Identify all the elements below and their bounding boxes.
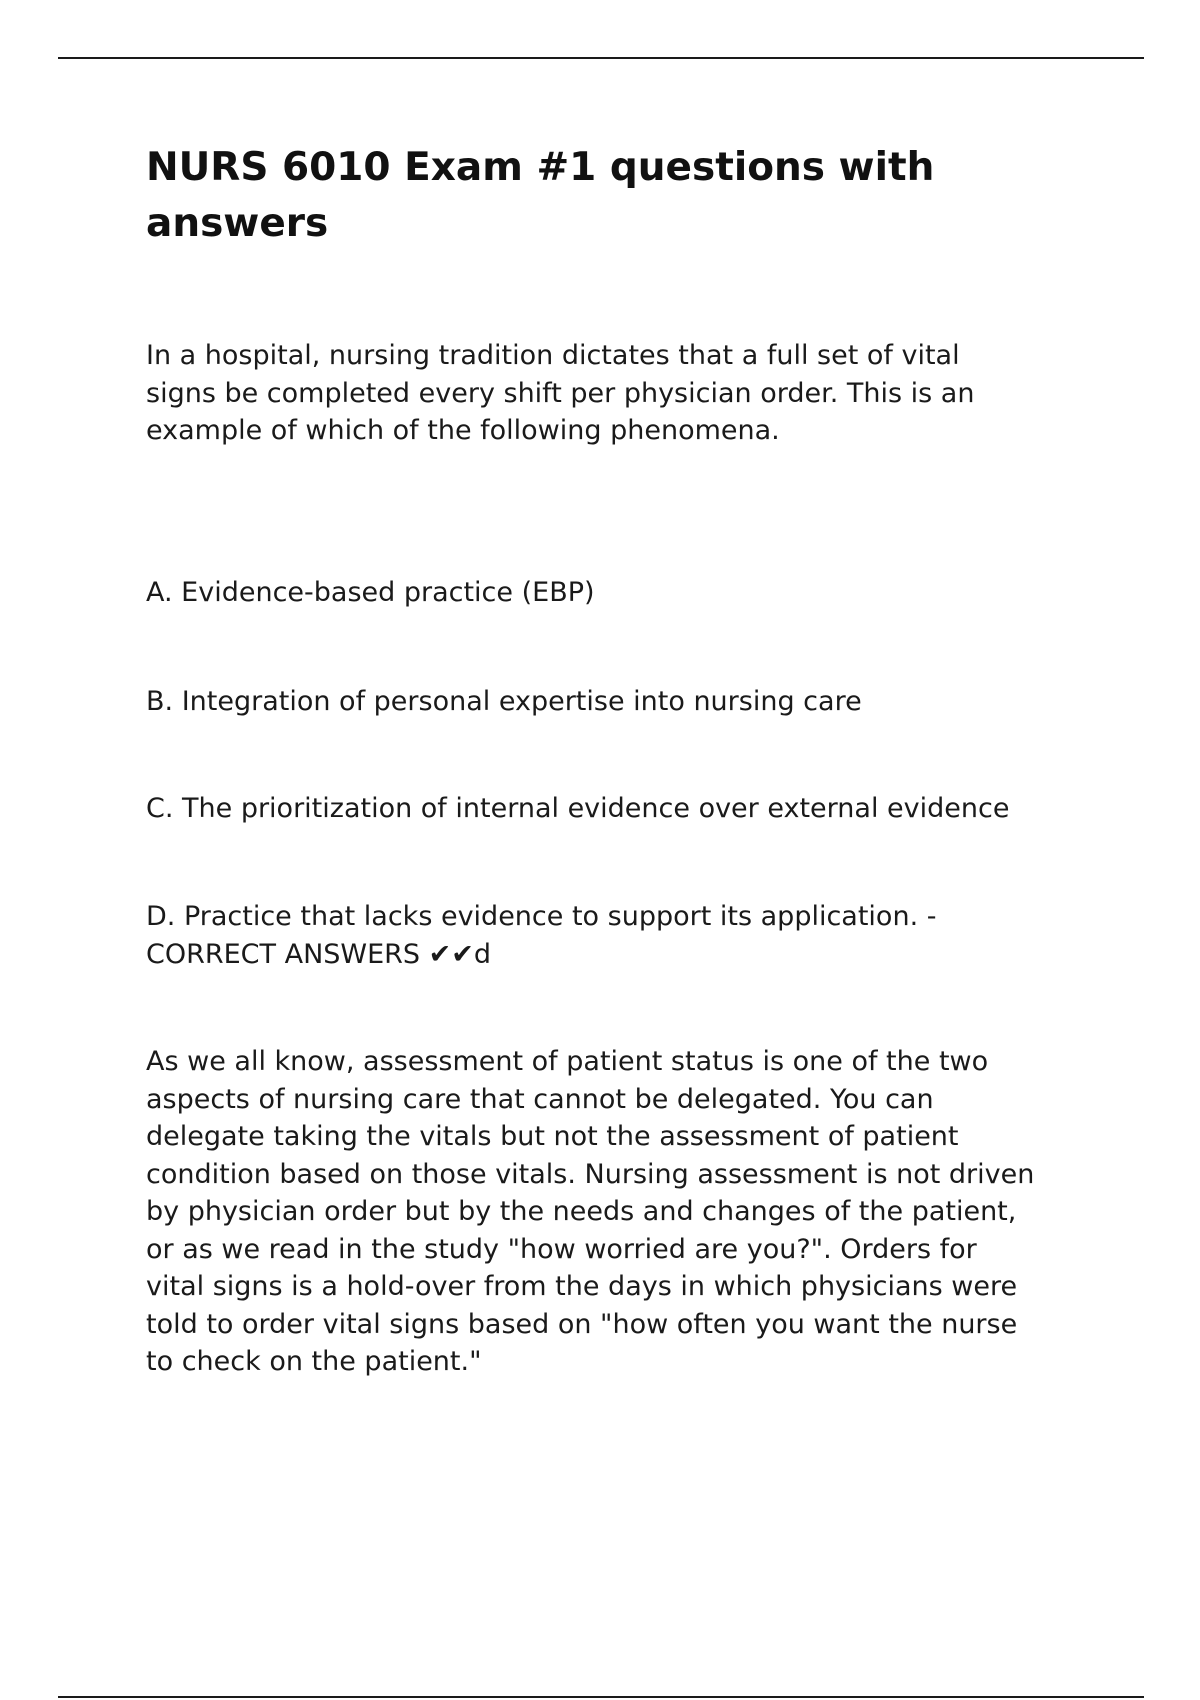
answer-option-c: C. The prioritization of internal evidence over external evidence <box>146 793 1010 824</box>
question-text: In a hospital, nursing tradition dictates that a full set of vital signs be completed every shift per physician order. This is an example of which of the following phenomena. <box>146 340 975 446</box>
document-title: NURS 6010 Exam #1 questions with answers <box>146 145 935 246</box>
answer-option-d: D. Practice that lacks evidence to support its application. - CORRECT ANSWERS ✔✔d <box>146 901 937 970</box>
bottom-rule <box>58 1696 1144 1698</box>
answer-explanation: As we all know, assessment of patient status is one of the two aspects of nursing care that cannot be delegated. You can delegate taking the vitals but not the assessment of patient condition based on those vitals. Nursing assessment is not driven by physician order but by the needs and changes of the patient, or as we read in the study "how worried are you?". Orders for vital signs is a hold-over from the days in which physicians were told to order vital signs based on "how often you want the nurse to check on the patient." <box>146 1046 1035 1377</box>
answer-option-b: B. Integration of personal expertise into nursing care <box>146 686 862 717</box>
top-rule <box>58 57 1144 59</box>
answer-option-a: A. Evidence-based practice (EBP) <box>146 577 595 608</box>
